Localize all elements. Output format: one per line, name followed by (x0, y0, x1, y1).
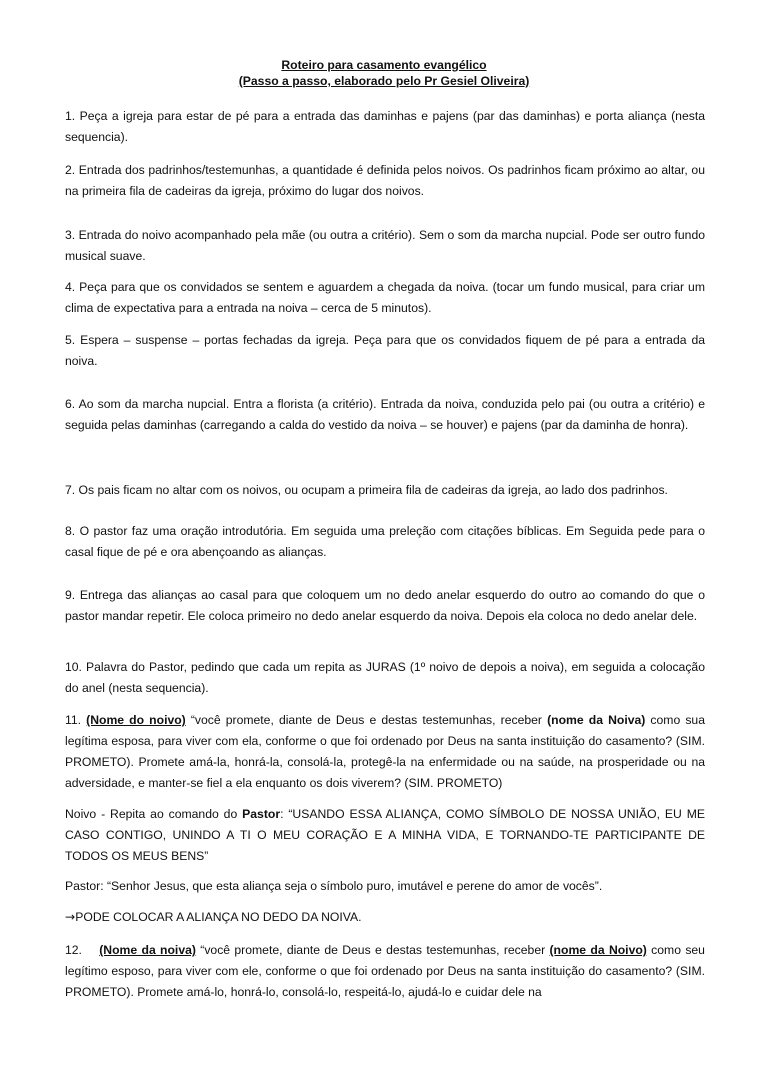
step-2: 2. Entrada dos padrinhos/testemunhas, a quantidade é definida pelos noivos. Os padrinhos ficam próximo ao altar, ou na primeira fila de cadeiras da igreja, próximo do lugar dos noivos. (65, 163, 705, 198)
groom-vow-text: : “USANDO ESSA ALIANÇA, COMO SÍMBOLO DE NOSSA UNIÃO, EU ME CASO CONTIGO, UNINDO A TI O MEU CORAÇÃO E A MINHA VIDA, E TORNANDO-TE PARTICIPANTE DE TODOS OS MEUS BENS” (65, 807, 705, 863)
step-11 (65, 710, 705, 794)
step-12-text-2: como seu legítimo esposo, para viver com ele, conforme o que foi ordenado por Deus na santa instituição do casamento? (SIM. PROMETO). Promete amá-lo, honrá-lo, consolá-lo, respeitá-lo, ajudá-lo e cuidar dele na (65, 943, 705, 999)
groom-vow (65, 804, 705, 867)
ring-instruction (65, 907, 705, 928)
step-1: 1. Peça a igreja para estar de pé para a entrada das daminhas e pajens (par das daminhas) e porta aliança (nesta sequencia). (65, 109, 705, 144)
step-9: 9. Entrega das alianças ao casal para que coloquem um no dedo anelar esquerdo do outro ao comando do que o pastor mandar repetir. Ele coloca primeiro no dedo anelar esquerdo da noiva. Depois ela coloca no dedo anelar dele. (65, 588, 705, 623)
ring-instruction-text: PODE COLOCAR A ALIANÇA NO DEDO DA NOIVA. (75, 910, 362, 924)
document-title: Roteiro para casamento evangélico (281, 58, 487, 72)
bride-name-placeholder-12: (Nome da noiva) (99, 943, 196, 957)
step-12 (65, 940, 705, 1003)
step-11-text-1: “você promete, diante de Deus e destas testemunhas, receber (185, 713, 548, 727)
step-11-number: 11. (65, 713, 87, 727)
groom-vow-prefix: Noivo - Repita ao comando do (65, 807, 243, 821)
step-7: 7. Os pais ficam no altar com os noivos, ou ocupam a primeira fila de cadeiras da igreja, ao lado dos padrinhos. (65, 483, 668, 497)
arrow-right-icon: → (65, 910, 76, 924)
pastor-blessing: Pastor: “Senhor Jesus, que esta aliança seja o símbolo puro, imutável e perene do amor de vocês”. (65, 879, 603, 893)
step-8: 8. O pastor faz uma oração introdutória. Em seguida uma preleção com citações bíblicas. Em Seguida pede para o casal fique de pé e ora abençoando as alianças. (65, 524, 705, 559)
step-3: 3. Entrada do noivo acompanhado pela mãe (ou outra a critério). Sem o som da marcha nupcial. Pode ser outro fundo musical suave. (65, 228, 705, 263)
step-5: 5. Espera – suspense – portas fechadas da igreja. Peça para que os convidados fiquem de pé para a entrada da noiva. (65, 333, 705, 368)
step-12-number: 12. (65, 943, 100, 957)
groom-name-placeholder-12: (nome da Noivo) (549, 943, 647, 957)
document-subtitle: (Passo a passo, elaborado pelo Pr Gesiel Oliveira) (238, 74, 530, 88)
step-6: 6. Ao som da marcha nupcial. Entra a florista (a critério). Entrada da noiva, conduzida pelo pai (ou outra a critério) e seguida pelas daminhas (carregando a calda do vestido da noiva – se houver) e pajens (par da daminha de honra). (65, 397, 705, 432)
groom-name-placeholder: (Nome do noivo) (86, 713, 186, 727)
bride-name-placeholder: (nome da Noiva) (547, 713, 646, 727)
step-12-text-1: “você promete, diante de Deus e destas testemunhas, receber (195, 943, 550, 957)
step-10: 10. Palavra do Pastor, pedindo que cada um repita as JURAS (1º noivo de depois a noiva), em seguida a colocação do anel (nesta sequencia). (65, 660, 705, 695)
step-11-text-2: como sua legítima esposa, para viver com ela, conforme o que foi ordenado por Deus na santa instituição do casamento? (SIM. PROMETO). Promete amá-la, honrá-la, consolá-la, protegê-la na enfermidade ou na saúde, na prosperidade ou na adversidade, e manter-se fiel a ela enquanto os dois viverem? (SIM. PROMETO) (65, 713, 705, 790)
step-4: 4. Peça para que os convidados se sentem e aguardem a chegada da noiva. (tocar um fundo musical, para criar um clima de expectativa para a entrada na noiva – cerca de 5 minutos). (65, 280, 705, 315)
groom-vow-pastor: Pastor (242, 807, 281, 821)
